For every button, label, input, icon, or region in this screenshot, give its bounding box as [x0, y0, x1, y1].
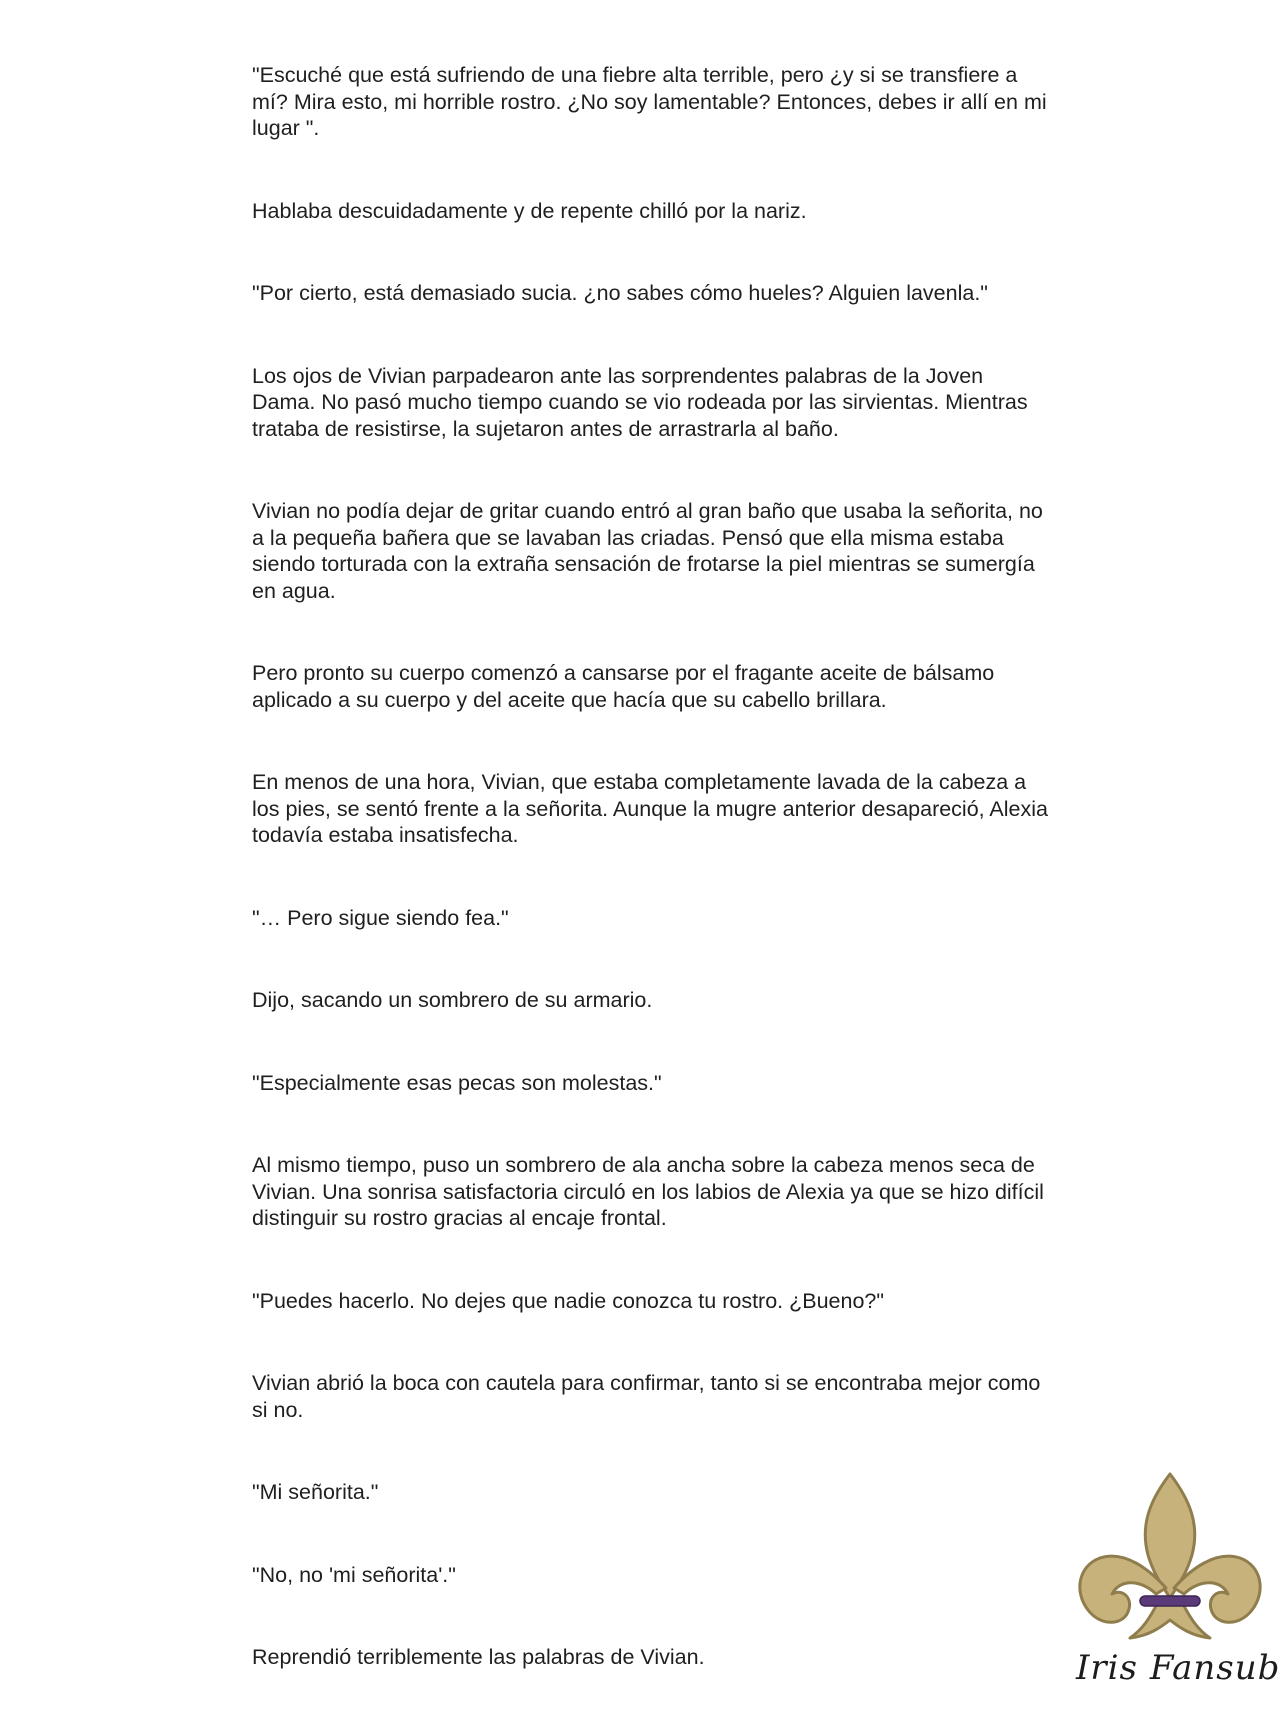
paragraph: "… Pero sigue siendo fea." — [252, 905, 509, 930]
paragraph: Los ojos de Vivian parpadearon ante las sorprendentes palabras de la Joven Dama. No pasó mucho tiempo cuando se vio rodeada por las sirvientas. Mientras trataba de resistirse, la sujetaron antes de arrastrarla al baño. — [252, 363, 1028, 441]
fleur-de-lis-icon — [1070, 1470, 1270, 1650]
paragraph: En menos de una hora, Vivian, que estaba completamente lavada de la cabeza a los pies, se sentó frente a la señorita. Aunque la mugre anterior desapareció, Alexia todavía estaba insatisfecha. — [252, 770, 1048, 847]
paragraph: "Escuché que está sufriendo de una fiebre alta terrible, pero ¿y si se transfiere a mí? Mira esto, mi horrible rostro. ¿No soy lamentable? Entonces, debes ir allí en mi lugar ". — [252, 63, 1047, 140]
watermark-logo — [1070, 1470, 1280, 1700]
document-body — [252, 62, 1052, 1727]
paragraph: Pero pronto su cuerpo comenzó a cansarse por el fragante aceite de bálsamo aplicado a su cuerpo y del aceite que hacía que su cabello brillara. — [252, 661, 995, 712]
paragraph: "No, no 'mi señorita'." — [252, 1562, 456, 1587]
paragraph: "Mi señorita." — [252, 1480, 379, 1504]
paragraph: "Puedes hacerlo. No dejes que nadie conozca tu rostro. ¿Bueno?" — [252, 1288, 884, 1313]
paragraph: Al mismo tiempo, puso un sombrero de ala ancha sobre la cabeza menos seca de Vivian. Una sonrisa satisfactoria circuló en los labios de Alexia ya que se hizo difícil distinguir su rostro gracias al encaje frontal. — [252, 1153, 1044, 1230]
paragraph: "Por cierto, está demasiado sucia. ¿no sabes cómo hueles? Alguien lavenla." — [252, 281, 988, 305]
paragraph: Vivian no podía dejar de gritar cuando entró al gran baño que usaba la señorita, no a la pequeña bañera que se lavaban las criadas. Pensó que ella misma estaba siendo torturada con la extraña sensación de frotarse la piel mientras se sumergía en agua. — [252, 499, 1043, 603]
paragraph: Reprendió terriblemente las palabras de Vivian. — [252, 1645, 705, 1669]
watermark-text: Iris Fansub — [1076, 1648, 1280, 1688]
paragraph: Vivian abrió la boca con cautela para confirmar, tanto si se encontraba mejor como si no. — [252, 1371, 1041, 1422]
paragraph: "Especialmente esas pecas son molestas." — [252, 1070, 662, 1095]
paragraph: Dijo, sacando un sombrero de su armario. — [252, 988, 653, 1012]
paragraph: Hablaba descuidadamente y de repente chilló por la nariz. — [252, 198, 807, 223]
